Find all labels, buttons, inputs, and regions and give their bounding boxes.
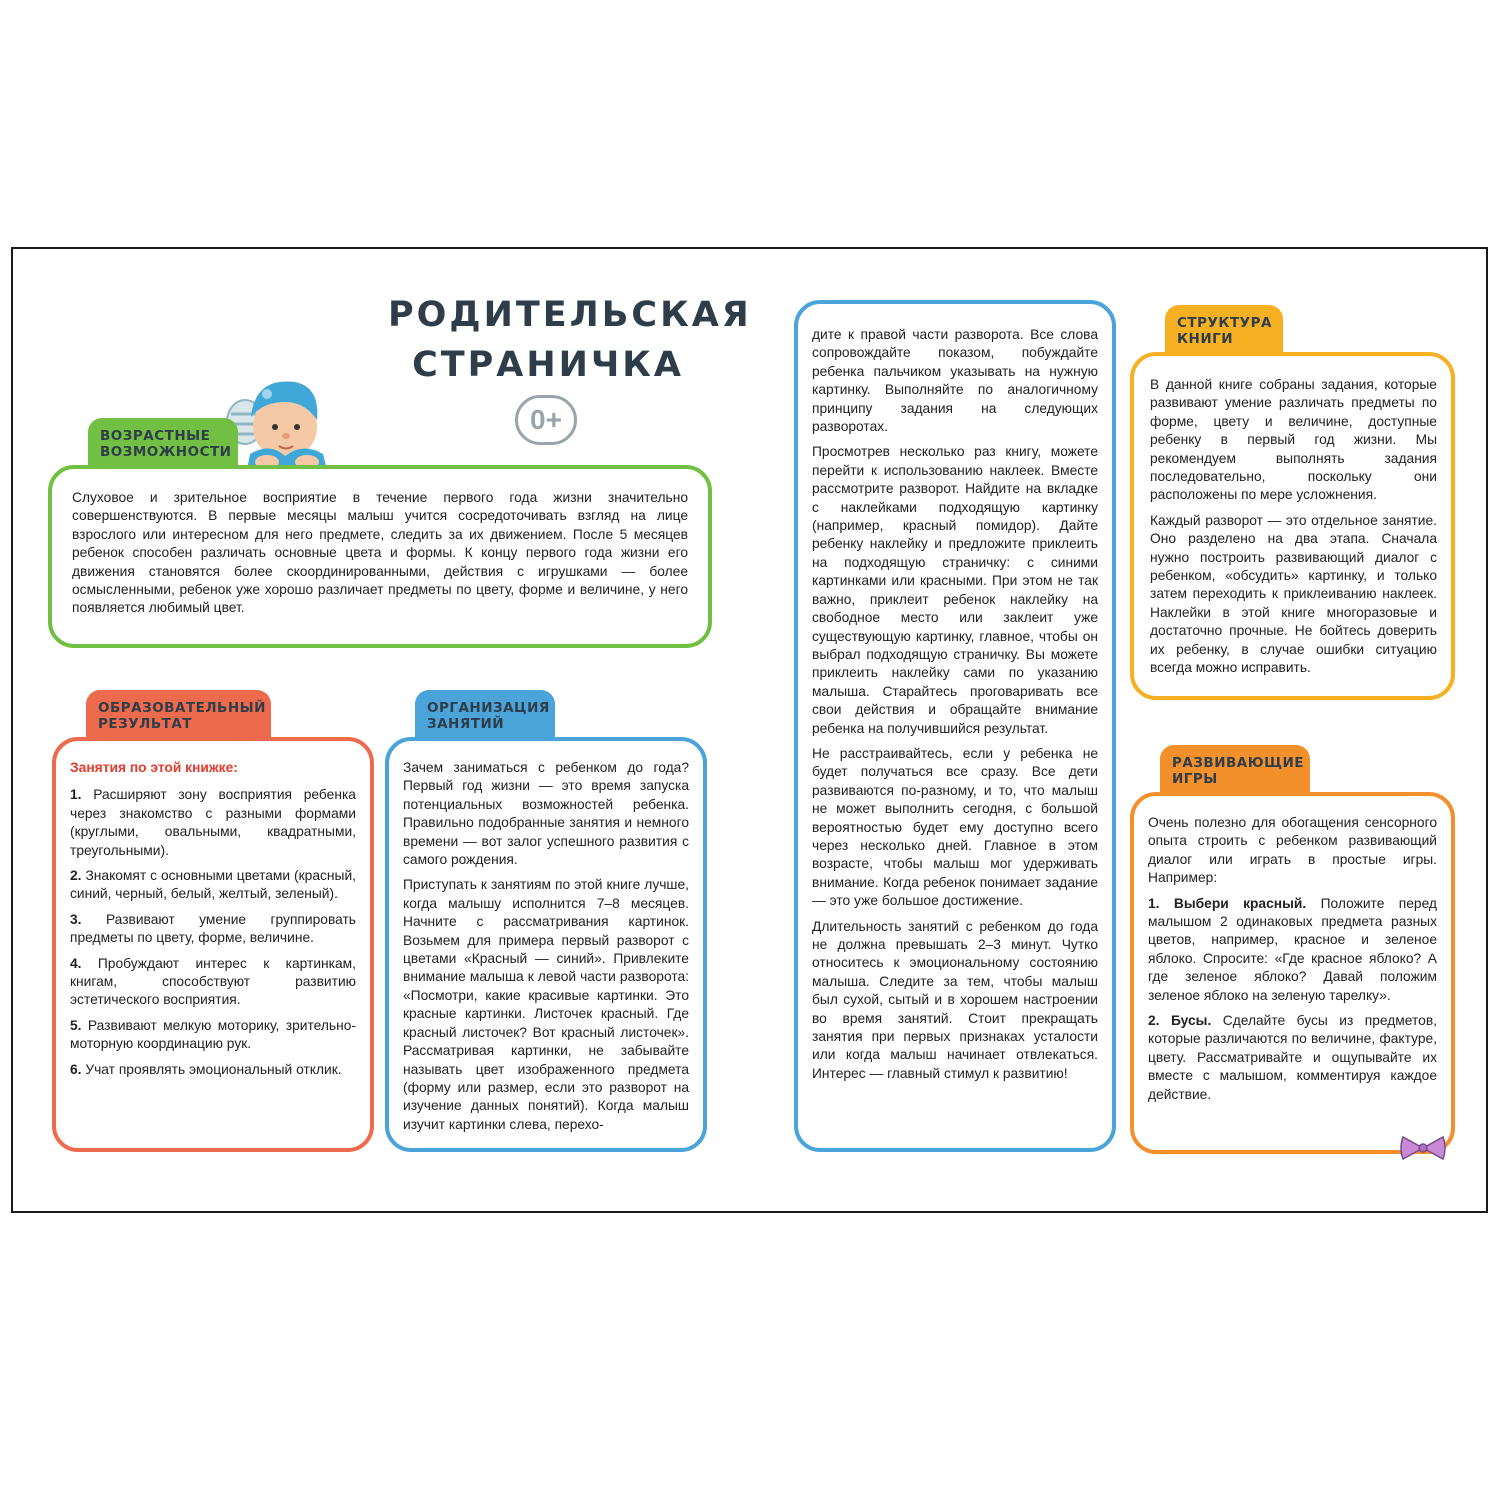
edu-item [70,955,356,1010]
edu-item [70,1061,356,1079]
org-paragraph-1: Зачем заниматься с ребенком до года? Первый год жизни — это время запуска потенциальных возможностей ребенка. Правильно подобранные занятия и немного времени — вот залог успешного развития с самого рождения. [403,760,689,868]
game-1-title: 1. Выбери красный. [1148,895,1307,911]
org-tab-line1: ОРГАНИЗАЦИЯ [427,700,550,716]
structure-paragraph-2: Каждый разворот — это отдельное занятие. Оно разделено на два этапа. Сначала нужно построить развивающий диалог с ребенком, «обсудить» картинку, и только затем переходить к приклеиванию наклеек. Наклейки в этой книге многоразовые и достаточно прочные. Не бойтесь доверить их ребенку, в случае ошибки ситуацию всегда можно исправить. [1150,512,1437,676]
edu-item-text: Развивают мелкую моторику, зрительно-моторную координацию рук. [70,1017,356,1052]
continued-paragraph-1: дите к правой части разворота. Все слова сопровождайте показом, побуждайте ребенка пальчиком указывать на нужную картинку. Выполняйте по аналогичному принципу задания на следующих разворотах. [812,327,1098,435]
edu-item-num: 1. [70,787,82,803]
edu-item-text: Учат проявлять эмоциональный отклик. [85,1061,342,1077]
edu-item-num: 6. [70,1061,82,1077]
edu-section-box [52,737,374,1152]
edu-item-num: 3. [70,911,82,927]
edu-item [70,786,356,860]
structure-section-tab [1165,305,1283,357]
page-title [388,290,752,390]
edu-item [70,911,356,948]
games-tab-line1: РАЗВИВАЮЩИЕ [1172,755,1305,771]
continued-paragraph-4: Длительность занятий с ребенком до года не должна превышать 2–3 минут. Чутко относитесь к эмоциональному состоянию малыша. Следите за тем, чтобы малыш был сухой, сытый и в хорошем настроении во время занятий. Стоит прекращать занятия при первых признаках усталости или когда малыш начинает отвлекаться. Интерес — главный стимул к развитию! [812,918,1098,1081]
games-intro: Очень полезно для обогащения сенсорного опыта строить с ребенком развивающий диалог или играть в простые игры. Например: [1148,815,1437,886]
org-section-box [385,737,707,1152]
age-section-tab [88,418,238,470]
org-tab-line2: ЗАНЯТИЙ [427,716,505,732]
edu-item [70,1017,356,1054]
age-section-text: Слуховое и зрительное восприятие в течение первого года жизни значительно совершенствуются. В первые месяцы малыш учится сосредоточивать взгляд на лице взрослого или интересном для него предмете, следить за их движением. После 5 месяцев ребенок способен различать основные цвета и формы. К концу первого года жизни его движения становятся более скоординированными, действия с игрушками — более осмысленными, ребенок уже хорошо различает предметы по цвету, форме и величине, у него появляется любимый цвет. [72,490,688,616]
edu-tab-line1: ОБРАЗОВАТЕЛЬНЫЙ [98,700,266,716]
age-section-box [48,465,712,648]
page-title-line2: СТРАНИЧКА [412,345,684,385]
game-2-title: 2. Бусы. [1148,1013,1212,1029]
structure-section-box [1130,352,1455,700]
edu-item-text: Пробуждают интерес к картинкам, книгам, способствуют развитию эстетического восприятия. [70,955,356,1008]
game-2 [1148,1012,1437,1104]
age-tab-line2: ВОЗМОЖНОСТИ [100,444,232,460]
continued-paragraph-3: Не расстраивайтесь, если у ребенка не будет получаться все сразу. Все дети развиваются по-разному, и то, что малыш не может выполнить сегодня, с большой вероятностью будет ему доступно всего через несколько дней. Главное в этом возрасте, чтобы малыш мог удерживать внимание. Когда ребенок понимает задание — это уже большое достижение. [812,745,1098,909]
org-continued-box [794,300,1116,1152]
games-section-box [1130,792,1455,1154]
age-tab-line1: ВОЗРАСТНЫЕ [100,428,211,444]
edu-item-num: 5. [70,1017,82,1033]
edu-item-text: Развивают умение группировать предметы по цвету, форме, величине. [70,911,356,946]
games-section-tab [1160,745,1310,797]
age-badge: 0+ [515,395,577,445]
structure-paragraph-1: В данной книге собраны задания, которые развивают умение различать предметы по форме, цвету и величине, доступные ребенку в первый год жизни. Мы рекомендуем выполнять задания последовательно, поскольку они расположены по мере усложнения. [1150,377,1437,503]
edu-item-num: 4. [70,955,82,971]
page-title-line1: РОДИТЕЛЬСКАЯ [388,295,752,335]
org-section-tab [415,690,555,742]
structure-tab-line1: СТРУКТУРА [1177,315,1272,331]
structure-tab-line2: КНИГИ [1177,331,1234,347]
game-1 [1148,895,1437,1005]
continued-paragraph-2: Просмотрев несколько раз книгу, можете перейти к использованию наклеек. Вместе рассмотрите разворот. Найдите на вкладке с наклейками подходящую картинку (например, красный помидор). Дайте ребенку наклейку и предложите приклеить на подходящую страничку: с синими картинками или красными. При этом не так важно, приклеит ребенок наклейку на свободное место или заклеит уже существующую картинку, главное, чтобы он выбрал подходящую страничку. Вы можете приклеить наклейку сами по указанию малыша. Старайтесь проговаривать все свои действия и обращайте внимание ребенка на получившийся результат. [812,444,1098,736]
game-1-text: Положите перед малышом 2 одинаковых предмета разных цветов, например, красное и зеленое яблоко. Спросите: «Где красное яблоко? А где зеленое яблоко? Давай положим зеленое яблоко на зеленую тарелку». [1148,895,1437,1003]
bow-icon [1398,1133,1448,1163]
edu-item-text: Расширяют зону восприятия ребенка через знакомство с разными формами (круглыми, овальными, квадратными, треугольными). [70,787,356,858]
edu-item [70,867,356,904]
edu-tab-line2: РЕЗУЛЬТАТ [98,716,192,732]
edu-item-num: 2. [70,868,82,884]
games-tab-line2: ИГРЫ [1172,771,1218,787]
edu-list-intro: Занятия по этой книжке: [70,760,238,775]
game-2-text: Сделайте бусы из предметов, которые различаются по величине, фактуре, цвету. Рассматривайте и ощупывайте их вместе с малышом, комментируя каждое действие. [1148,1013,1437,1102]
edu-section-tab [86,690,271,742]
edu-item-text: Знакомят с основными цветами (красный, синий, черный, белый, желтый, зеленый). [70,868,356,902]
org-paragraph-2: Приступать к занятиям по этой книге лучше, когда малышу исполнится 7–8 месяцев. Начните с рассматривания картинок. Возьмем для примера первый разворот с цветами «Красный — синий». Привлеките внимание малыша к левой части разворота: «Посмотри, какие красивые картинки. Это красные картинки. Листочек красный. Где красный листочек? Вот красный листочек». Рассматривая картинки, не забывайте называть цвет изображенного предмета (форму или размер, если это разворот на изучение данных понятий). Когда малыш изучит картинки слева, перехо- [403,877,689,1132]
